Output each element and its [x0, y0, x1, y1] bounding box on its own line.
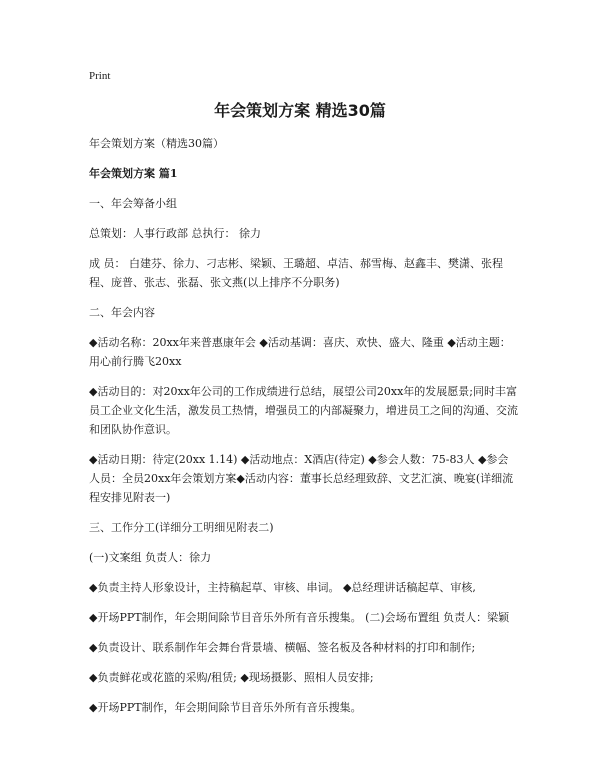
section-heading-planning-team: 一、年会筹备小组 — [89, 197, 177, 210]
paragraph-event-name: ◆活动名称：20xx年来普惠康年会 ◆活动基调：喜庆、欢快、盛大、隆重 ◆活动主题：用心前行腾飞20xx — [89, 336, 511, 368]
paragraph-copy-group: (一)文案组 负责人：徐力 — [89, 551, 212, 564]
paragraph-ppt-venue-group: ◆开场PPT制作，年会期间除节目音乐外所有音乐搜集。 (二)会场布置组 负责人：梁颖 — [89, 611, 510, 624]
document-title: 年会策划方案 精选30篇 — [214, 101, 386, 120]
paragraph-event-purpose: ◆活动目的：对20xx年公司的工作成绩进行总结，展望公司20xx年的发展愿景;同时丰富员工企业文化生活，激发员工热情，增强员工的内部凝聚力，增进员工之间的沟通、交流和团队协作意识。 — [89, 385, 518, 436]
paragraph-flowers: ◆负责鲜花或花篮的采购/租赁; ◆现场摄影、照相人员安排; — [89, 671, 374, 684]
document-body — [89, 134, 519, 728]
paragraph-chief-planner: 总策划：人事行政部 总执行： 徐力 — [89, 227, 261, 240]
paragraph-subtitle: 年会策划方案（精选30篇） — [89, 137, 224, 150]
section-heading-content: 二、年会内容 — [89, 306, 155, 319]
paragraph-host-design: ◆负责主持人形象设计，主持稿起草、审核、串词。 ◆总经理讲话稿起草、审核, — [89, 581, 476, 594]
print-label: Print — [89, 70, 111, 82]
section-heading-chapter-1: 年会策划方案 篇1 — [89, 167, 178, 180]
section-heading-division: 三、工作分工(详细分工明细见附表二) — [89, 521, 274, 534]
paragraph-event-date: ◆活动日期：待定(20xx 1.14) ◆活动地点：X酒店(待定) ◆参会人数：75-83人 ◆参会人员：全员20xx年会策划方案◆活动内容：董事长总经理致辞、文艺汇演、晚宴(详细流程安排见附表一) — [89, 453, 514, 504]
paragraph-team-members: 成 员： 白建芬、徐力、刁志彬、梁颖、王璐超、卓洁、郝雪梅、赵鑫丰、樊潇、张程程、庞普、张志、张磊、张文燕(以上排序不分职务) — [89, 257, 503, 289]
paragraph-stage-design: ◆负责设计、联系制作年会舞台背景墙、横幅、签名板及各种材料的打印和制作; — [89, 641, 476, 654]
paragraph-ppt-music: ◆开场PPT制作，年会期间除节目音乐外所有音乐搜集。 — [89, 701, 362, 714]
